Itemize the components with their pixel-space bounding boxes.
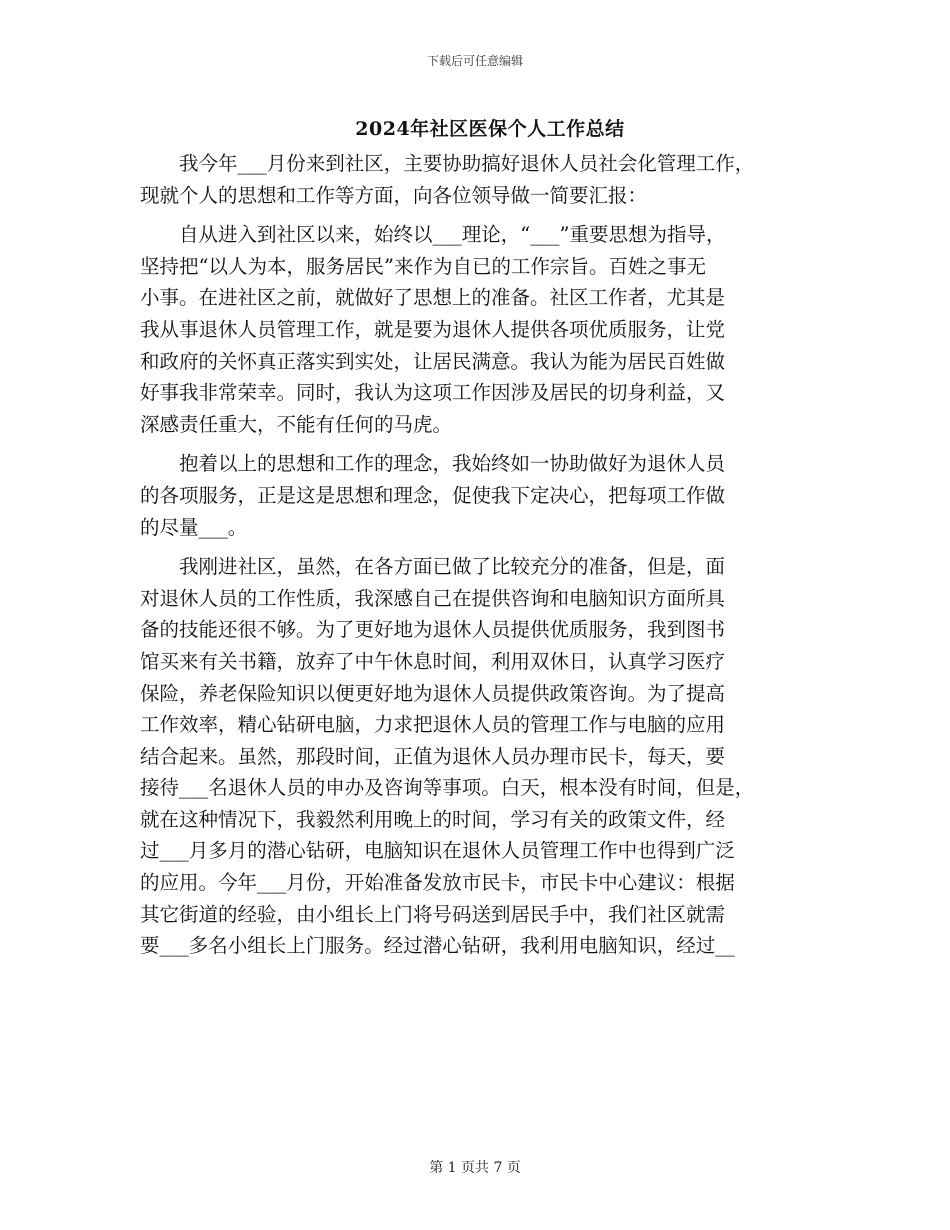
text-line: 的各项服务，正是这是思想和理念，促使我下定决心，把每项工作做 [140, 483, 726, 507]
text-line: 小事。在进社区之前，就做好了思想上的准备。社区工作者，尤其是 [140, 286, 726, 310]
page-footer: 第 1 页共 7 页 [429, 1160, 521, 1176]
text-line: 的应用。今年___月份，开始准备发放市民卡，市民卡中心建议：根据 [140, 871, 735, 895]
text-line: 备的技能还很不够。为了更好地为退休人员提供优质服务，我到图书 [140, 618, 726, 642]
paragraph-2 [140, 219, 810, 440]
text-line: 过___月多月的潜心钻研，电脑知识在退休人员管理工作中也得到广泛 [140, 839, 735, 863]
paragraph-4 [140, 551, 810, 962]
text-line: 对退休人员的工作性质，我深感自己在提供咨询和电脑知识方面所具 [140, 586, 726, 610]
text-line: 现就个人的思想和工作等方面，向各位领导做一简要汇报： [140, 183, 648, 207]
paragraph-3 [140, 448, 810, 543]
text-line: 我从事退休人员管理工作，就是要为退休人提供各项优质服务，让党 [140, 317, 726, 341]
text-line: 深感责任重大，不能有任何的马虎。 [140, 412, 453, 436]
text-line: 结合起来。虽然，那段时间，正值为退休人员办理市民卡，每天，要 [140, 744, 726, 768]
text-line: 工作效率，精心钻研电脑，力求把退休人员的管理工作与电脑的应用 [140, 713, 726, 737]
text-line: 接待___名退休人员的申办及咨询等事项。白天，根本没有时间，但是， [140, 776, 755, 800]
document-body [140, 148, 810, 962]
text-line: 我刚进社区，虽然，在各方面已做了比较充分的准备，但是，面 [140, 555, 726, 579]
text-line: 我今年___月份来到社区，主要协助搞好退休人员社会化管理工作， [140, 152, 755, 175]
text-line: 要___多名小组长上门服务。经过潜心钻研，我利用电脑知识，经过__ [140, 934, 735, 958]
document-title: 2024年社区医保个人工作总结 [355, 118, 625, 140]
page-header: 下载后可任意编辑 [426, 54, 523, 68]
text-line: 坚持把“以人为本，服务居民”来作为自已的工作宗旨。百姓之事无 [140, 254, 706, 278]
text-line: 其它街道的经验，由小组长上门将号码送到居民手中，我们社区就需 [140, 902, 726, 926]
paragraph-1 [140, 148, 810, 211]
text-line: 抱着以上的思想和工作的理念，我始终如一协助做好为退休人员 [140, 452, 726, 476]
text-line: 馆买来有关书籍，放弃了中午休息时间，利用双休日，认真学习医疗 [140, 649, 726, 673]
text-line: 好事我非常荣幸。同时，我认为这项工作因涉及居民的切身利益，又 [140, 381, 726, 405]
text-line: 的尽量___。 [140, 515, 248, 539]
text-line: 和政府的关怀真正落实到实处，让居民满意。我认为能为居民百姓做 [140, 349, 726, 373]
text-line: 自从进入到社区以来，始终以___理论，“___”重要思想为指导， [140, 223, 726, 247]
text-line: 保险，养老保险知识以便更好地为退休人员提供政策咨询。为了提高 [140, 681, 726, 705]
text-line: 就在这种情况下，我毅然利用晚上的时间，学习有关的政策文件，经 [140, 807, 726, 831]
